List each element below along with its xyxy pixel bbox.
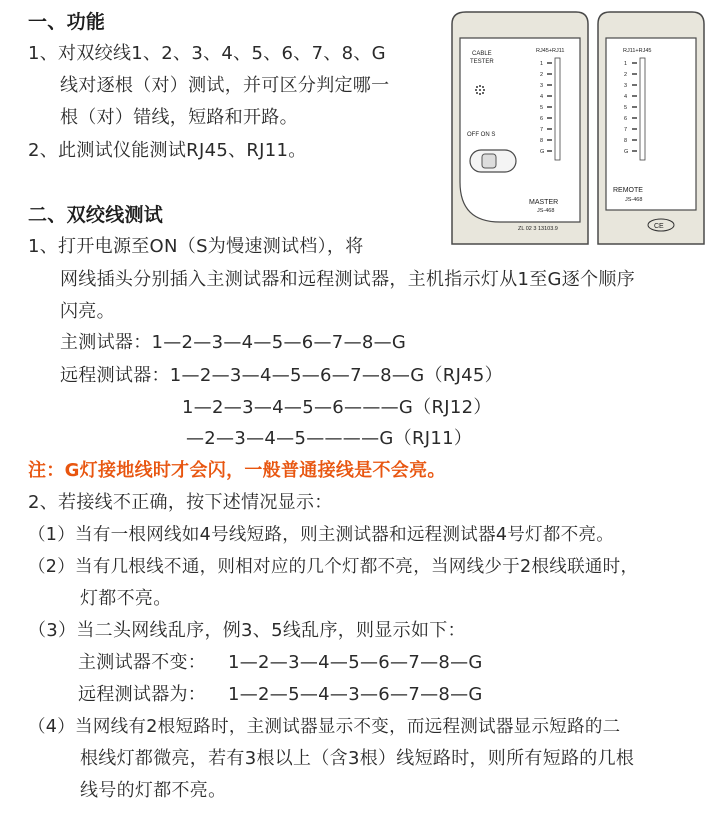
master-led-label: 8 xyxy=(540,138,544,144)
section1-item1-line1: 1、对双绞线1、2、3、4、5、6、7、8、G xyxy=(28,43,386,64)
g-light-note: 注：G灯接地线时才会闪，一般普通接线是不会亮。 xyxy=(28,460,446,481)
case4-line2: 根线灯都微亮，若有3根以上（含3根）线短路时，则所有短路的几根 xyxy=(80,748,635,769)
remote-sequence-rj11: —2—3—4—5————G（RJ11） xyxy=(186,428,473,449)
remote-led-label: 8 xyxy=(624,138,628,144)
case2-line2: 灯都不亮。 xyxy=(80,588,172,609)
master-led-label: 4 xyxy=(540,94,544,100)
remote-led-label: 6 xyxy=(624,116,628,122)
case4-line3: 线号的灯都不亮。 xyxy=(80,780,227,801)
cable-tester-label-line2: TESTER xyxy=(470,59,494,65)
remote-led-label: 7 xyxy=(624,127,628,133)
power-switch-label: OFF ON S xyxy=(467,132,496,138)
master-led-icon xyxy=(475,85,485,95)
remote-led-label: 2 xyxy=(624,72,628,78)
cable-tester-drawing xyxy=(442,8,710,248)
cable-tester-label-line1: CABLE xyxy=(472,51,492,57)
master-sequence: 主测试器：1—2—3—4—5—6—7—8—G xyxy=(60,332,407,353)
section1-item1-line3: 根（对）错线，短路和开路。 xyxy=(60,107,298,128)
remote-port-label: RJ11+RJ45 xyxy=(623,48,652,54)
section1-item1-line2: 线对逐根（对）测试，并可区分判定哪一 xyxy=(60,75,390,96)
master-led-label: 3 xyxy=(540,83,544,89)
case3-remote-sequence: 1—2—5—4—3—6—7—8—G xyxy=(228,684,483,705)
master-port-label: RJ45+RJ11 xyxy=(536,48,565,54)
case3-master-label: 主测试器不变： xyxy=(78,652,207,673)
remote-model-label: JS-468 xyxy=(625,197,643,203)
master-unit-face xyxy=(460,38,580,222)
master-name-label: MASTER xyxy=(529,199,559,206)
case1-text: （1）当有一根网线如4号线短路，则主测试器和远程测试器4号灯都不亮。 xyxy=(28,525,615,545)
step2-title: 2、若接线不正确，按下述情况显示： xyxy=(28,492,333,513)
remote-led-label: 4 xyxy=(624,94,628,100)
case3-master-sequence: 1—2—3—4—5—6—7—8—G xyxy=(228,652,483,673)
case3-line1: （3）当二头网线乱序，例3、5线乱序，则显示如下： xyxy=(28,620,466,641)
remote-led-label: 5 xyxy=(624,105,628,111)
master-led-label: 5 xyxy=(540,105,544,111)
master-led-label: 6 xyxy=(540,116,544,122)
case3-remote-label: 远程测试器为： xyxy=(78,684,207,705)
master-led-label: G xyxy=(540,149,545,155)
master-model-label: JS-468 xyxy=(537,208,555,214)
remote-led-label: G xyxy=(624,149,629,155)
remote-sequence-rj12: 1—2—3—4—5—6———G（RJ12） xyxy=(182,397,492,418)
step1-line2: 网线插头分别插入主测试器和远程测试器，主机指示灯从1至G逐个顺序 xyxy=(60,269,635,290)
case4-line1: （4）当网线有2根短路时，主测试器显示不变，而远程测试器显示短路的二 xyxy=(28,717,621,737)
section2-title: 二、双绞线测试 xyxy=(28,204,164,226)
case2-line1: （2）当有几根线不通，则相对应的几个灯都不亮，当网线少于2根线联通时， xyxy=(28,557,639,577)
remote-sequence-rj45: 远程测试器：1—2—3—4—5—6—7—8—G（RJ45） xyxy=(60,365,503,386)
step1-line1: 1、打开电源至ON（S为慢速测试档），将 xyxy=(28,236,364,257)
master-led-label: 2 xyxy=(540,72,544,78)
master-led-label: 1 xyxy=(540,61,544,67)
master-led-label: 7 xyxy=(540,127,544,133)
cable-tester-illustration xyxy=(442,8,710,248)
remote-led-label: 1 xyxy=(624,61,628,67)
ce-mark: CE xyxy=(654,223,664,230)
remote-led-label: 3 xyxy=(624,83,628,89)
power-switch-knob[interactable] xyxy=(482,154,496,168)
remote-name-label: REMOTE xyxy=(613,187,643,194)
master-serial-label: ZL 02 3 13103.9 xyxy=(518,226,558,232)
section1-item2: 2、此测试仪能测试RJ45、RJ11。 xyxy=(28,140,307,161)
section1-title: 一、功能 xyxy=(28,11,106,33)
step1-line3: 闪亮。 xyxy=(60,301,115,322)
remote-unit-face xyxy=(606,38,696,210)
